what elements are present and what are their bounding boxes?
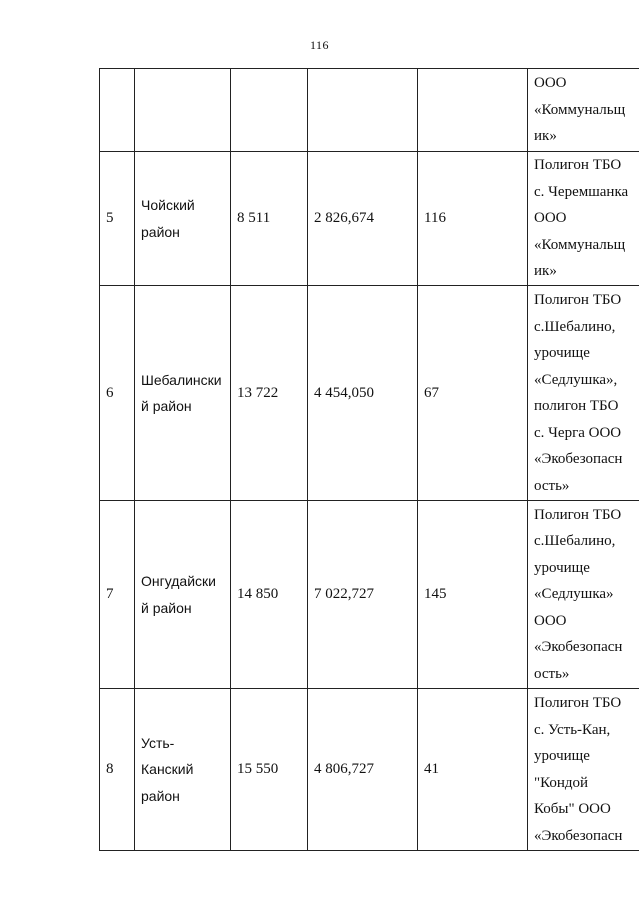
note-line: с. Усть-Кан,	[534, 721, 611, 738]
region-line: район	[141, 787, 180, 804]
landfill-note-cell	[528, 286, 639, 501]
volume-cell	[308, 69, 418, 152]
region-line: й район	[141, 599, 192, 616]
region-line: район	[141, 223, 180, 240]
row-number-cell: 7	[100, 501, 135, 689]
table-row	[100, 69, 639, 152]
volume-cell: 2 826,674	[308, 152, 418, 286]
region-cell	[135, 286, 231, 501]
region-line: Онгудайски	[141, 573, 216, 589]
volume-cell: 4 806,727	[308, 689, 418, 851]
region-cell	[135, 689, 231, 851]
note-line: ООО	[534, 210, 567, 227]
row-number-cell	[100, 69, 135, 152]
region-cell	[135, 69, 231, 152]
note-line: Полигон ТБО	[534, 157, 622, 174]
region-line: Чойский	[141, 197, 195, 213]
note-line: «Экобезопасн	[534, 639, 623, 656]
landfill-note-cell	[528, 689, 639, 851]
row-number-cell: 8	[100, 689, 135, 851]
volume-cell: 4 454,050	[308, 286, 418, 501]
note-line: урочище	[534, 748, 590, 764]
region-cell	[135, 501, 231, 689]
note-line: ик»	[534, 128, 557, 145]
note-line: полигон ТБО	[534, 398, 619, 414]
note-line: Кобы" ООО	[534, 801, 611, 817]
landfill-note-cell	[528, 152, 639, 286]
note-line: «Экобезопасн	[534, 451, 623, 467]
row-number-cell: 6	[100, 286, 135, 501]
data-table	[99, 68, 639, 851]
population-cell: 14 850	[231, 501, 308, 689]
note-line: «Коммунальщ	[534, 101, 626, 118]
note-line: с.Шебалино,	[534, 318, 616, 335]
note-line: с.Шебалино,	[534, 533, 616, 550]
note-line: «Коммунальщ	[534, 236, 626, 253]
note-line: «Седлушка»,	[534, 371, 618, 388]
note-line: ООО	[534, 612, 567, 629]
region-line: й район	[141, 398, 192, 414]
population-cell	[231, 69, 308, 152]
distance-cell: 41	[418, 689, 528, 851]
table-row	[100, 286, 639, 501]
table-row	[100, 501, 639, 689]
row-number-cell: 5	[100, 152, 135, 286]
note-line: «Экобезопасн	[534, 827, 623, 844]
note-line: с. Черемшанка	[534, 183, 629, 200]
note-line: "Кондой	[534, 774, 589, 791]
table-body	[100, 69, 639, 851]
volume-cell: 7 022,727	[308, 501, 418, 689]
note-line: Полигон ТБО	[534, 292, 622, 308]
distance-cell: 145	[418, 501, 528, 689]
distance-cell: 67	[418, 286, 528, 501]
page-number: 116	[309, 38, 330, 52]
note-line: урочище	[534, 559, 590, 576]
note-line: «Седлушка»	[534, 586, 614, 603]
distance-cell	[418, 69, 528, 152]
region-cell	[135, 152, 231, 286]
population-cell: 8 511	[231, 152, 308, 286]
landfill-note-cell	[528, 501, 639, 689]
table-row	[100, 152, 639, 286]
distance-cell: 116	[418, 152, 528, 286]
region-line: Шебалински	[141, 371, 222, 388]
note-line: Полигон ТБО	[534, 506, 622, 523]
note-line: урочище	[534, 345, 590, 361]
population-cell: 15 550	[231, 689, 308, 851]
note-line: с. Черга ООО	[534, 424, 622, 441]
note-line: ик»	[534, 263, 557, 280]
landfill-note-cell	[528, 69, 639, 152]
note-line: ООО	[534, 75, 567, 92]
region-line: Канский	[141, 761, 194, 778]
table-row	[100, 689, 639, 851]
population-cell: 13 722	[231, 286, 308, 501]
region-line: Усть-	[141, 734, 175, 751]
note-line: Полигон ТБО	[534, 695, 622, 711]
note-line: ость»	[534, 477, 570, 494]
note-line: ость»	[534, 665, 570, 682]
